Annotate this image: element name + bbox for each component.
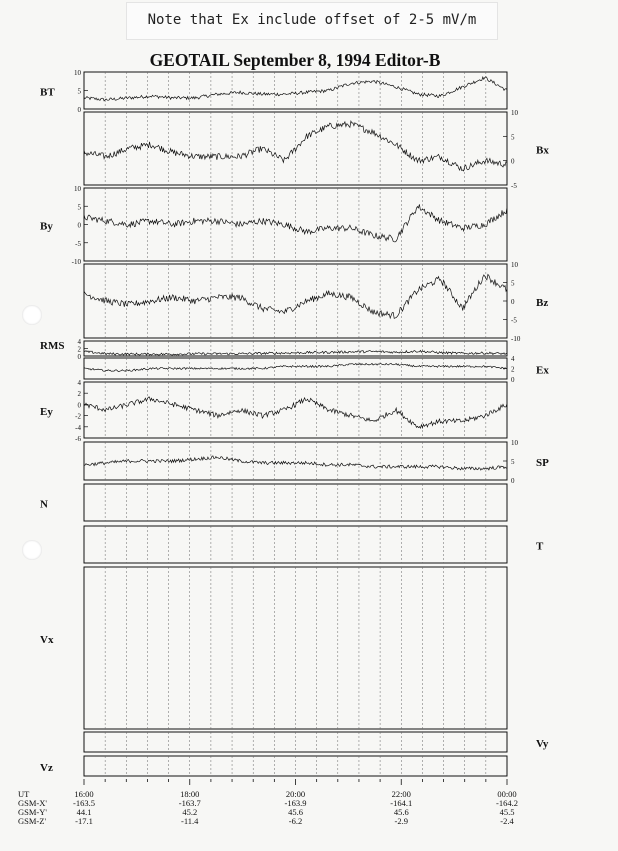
ytick-ex: 2 xyxy=(511,365,515,374)
panel-label-vx: Vx xyxy=(40,634,54,647)
ytick-rms: 2 xyxy=(77,345,81,354)
ytick-ey: -4 xyxy=(75,423,81,432)
ytick-ey: 4 xyxy=(77,379,81,387)
panel-label-ey: Ey xyxy=(40,406,53,418)
orbit-cell: 45.5 xyxy=(499,807,515,817)
panel-label-bt: BT xyxy=(40,86,55,99)
ytick-sp: 10 xyxy=(511,439,518,447)
ytick-bt: 0 xyxy=(77,106,81,114)
orbit-cell: 20:00 xyxy=(285,789,306,799)
ytick-bz: 5 xyxy=(511,279,515,288)
panel-label-ex: Ex xyxy=(536,364,549,377)
orbit-row-label: GSM-Y' xyxy=(18,807,47,817)
orbit-cell: 44.1 xyxy=(76,807,92,817)
ytick-sp: 5 xyxy=(511,458,515,466)
panel-label-n: N xyxy=(40,498,48,511)
panel-label-by: By xyxy=(40,220,53,233)
hole-punch-top xyxy=(22,305,42,325)
chart-title: GEOTAIL September 8, 1994 Editor-B xyxy=(149,50,441,70)
ytick-ex: 4 xyxy=(511,355,515,363)
ytick-bx: 5 xyxy=(511,133,515,142)
ytick-bz: 10 xyxy=(511,261,518,269)
ytick-ex: 0 xyxy=(511,376,515,384)
orbit-cell: 45.6 xyxy=(393,807,409,817)
panel-label-vy: Vy xyxy=(536,738,549,750)
ytick-bz: 0 xyxy=(511,298,515,306)
orbit-row-label: GSM-X' xyxy=(18,798,47,808)
orbit-cell: 45.6 xyxy=(288,807,303,817)
ytick-by: 0 xyxy=(77,221,81,230)
ytick-rms: 4 xyxy=(77,338,81,346)
orbit-cell: -2.9 xyxy=(394,816,408,826)
ytick-rms: 0 xyxy=(77,353,81,361)
ytick-bt: 5 xyxy=(77,87,81,96)
orbit-cell: -163.7 xyxy=(178,798,201,808)
offset-note: Note that Ex include offset of 2-5 mV/m xyxy=(126,2,498,40)
hole-punch-bottom xyxy=(22,540,42,560)
ytick-ey: -6 xyxy=(75,435,81,443)
orbit-cell: -2.4 xyxy=(500,816,514,826)
ytick-ey: 2 xyxy=(77,390,81,399)
ytick-by: 10 xyxy=(74,185,81,193)
orbit-row-label: GSM-Z' xyxy=(18,816,46,826)
orbit-row-label: UT xyxy=(18,789,30,799)
panel-label-sp: SP xyxy=(536,457,549,469)
panel-label-t: T xyxy=(536,540,544,553)
orbit-cell: 22:00 xyxy=(391,789,411,799)
ytick-by: -5 xyxy=(75,239,81,248)
panel-label-rms: RMS xyxy=(40,340,65,352)
orbit-cell: -164.1 xyxy=(390,798,413,808)
ytick-by: 5 xyxy=(77,203,81,212)
ytick-bz: -10 xyxy=(511,335,521,343)
ytick-bz: -5 xyxy=(511,316,517,325)
ytick-bt: 10 xyxy=(74,69,81,77)
ytick-bx: -5 xyxy=(511,182,517,190)
panel-label-bx: Bx xyxy=(536,144,549,157)
ytick-ey: -2 xyxy=(75,412,81,421)
orbit-cell: 16:00 xyxy=(74,789,94,799)
orbit-cell: 45.2 xyxy=(182,807,198,817)
orbit-cell: -17.1 xyxy=(75,816,93,826)
orbit-cell: -6.2 xyxy=(288,816,303,826)
orbit-cell: 00:00 xyxy=(497,789,517,799)
orbit-cell: -164.2 xyxy=(496,798,518,808)
orbit-cell: -163.9 xyxy=(284,798,307,808)
panel-label-vz: Vz xyxy=(40,762,53,774)
ytick-ey: 0 xyxy=(77,401,81,410)
ytick-sp: 0 xyxy=(511,477,515,485)
panel-label-bz: Bz xyxy=(536,297,549,309)
ytick-bx: 0 xyxy=(511,157,515,166)
orbit-cell: -11.4 xyxy=(181,816,199,826)
ytick-bx: 10 xyxy=(511,109,518,117)
ytick-by: -10 xyxy=(71,258,81,266)
orbit-cell: -163.5 xyxy=(73,798,95,808)
orbit-cell: 18:00 xyxy=(180,789,200,799)
